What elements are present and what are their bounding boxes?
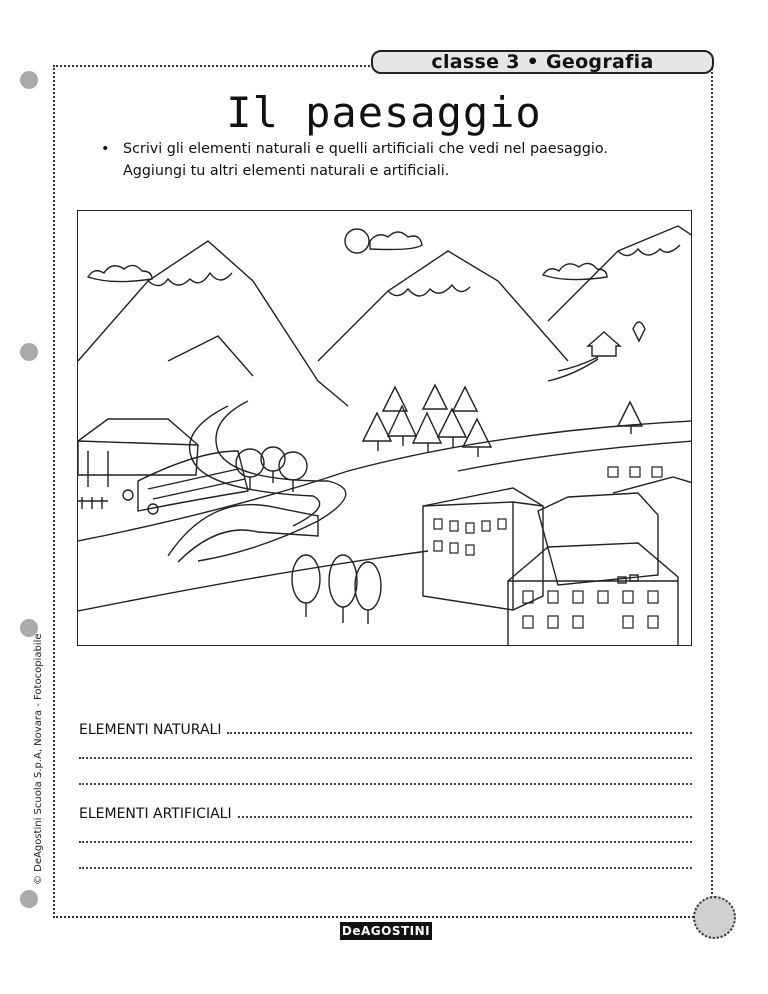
natural-elements-row	[79, 720, 692, 738]
artificial-answer-line-2[interactable]	[79, 839, 692, 843]
natural-answer-line-3[interactable]	[79, 781, 692, 785]
publisher-logo: DeAGOSTINI	[341, 924, 431, 938]
artificial-elements-row-3	[79, 855, 692, 873]
instruction-line-1: Scrivi gli elementi naturali e quelli artificiali che vedi nel paesaggio.	[123, 141, 608, 157]
copyright-note: © DeAgostini Scuola S.p.A, Novara - Fotocopiabile	[33, 633, 44, 885]
artificial-elements-row-2	[79, 829, 692, 847]
page-title: Il paesaggio	[226, 88, 542, 137]
instructions	[101, 138, 701, 182]
natural-elements-row-2	[79, 745, 692, 763]
natural-elements-label: ELEMENTI NATURALI	[79, 722, 222, 738]
landscape-picture	[77, 210, 692, 646]
natural-answer-line-2[interactable]	[79, 755, 692, 759]
subject-tab: classe 3 • Geografia	[371, 50, 714, 74]
natural-answer-line-1[interactable]	[227, 730, 692, 734]
landscape-illustration-icon	[78, 211, 692, 646]
artificial-answer-line-1[interactable]	[238, 814, 692, 818]
natural-elements-row-3	[79, 771, 692, 789]
binder-hole-bottom	[20, 890, 38, 908]
bullet: •	[101, 141, 110, 157]
artificial-elements-row	[79, 804, 692, 822]
artificial-elements-label: ELEMENTI ARTIFICIALI	[79, 806, 232, 822]
corner-decoration	[693, 896, 736, 939]
binder-hole-top	[20, 71, 38, 89]
instruction-line-2: Aggiungi tu altri elementi naturali e artificiali.	[123, 163, 450, 179]
artificial-answer-line-3[interactable]	[79, 865, 692, 869]
binder-hole-middle	[20, 343, 38, 361]
